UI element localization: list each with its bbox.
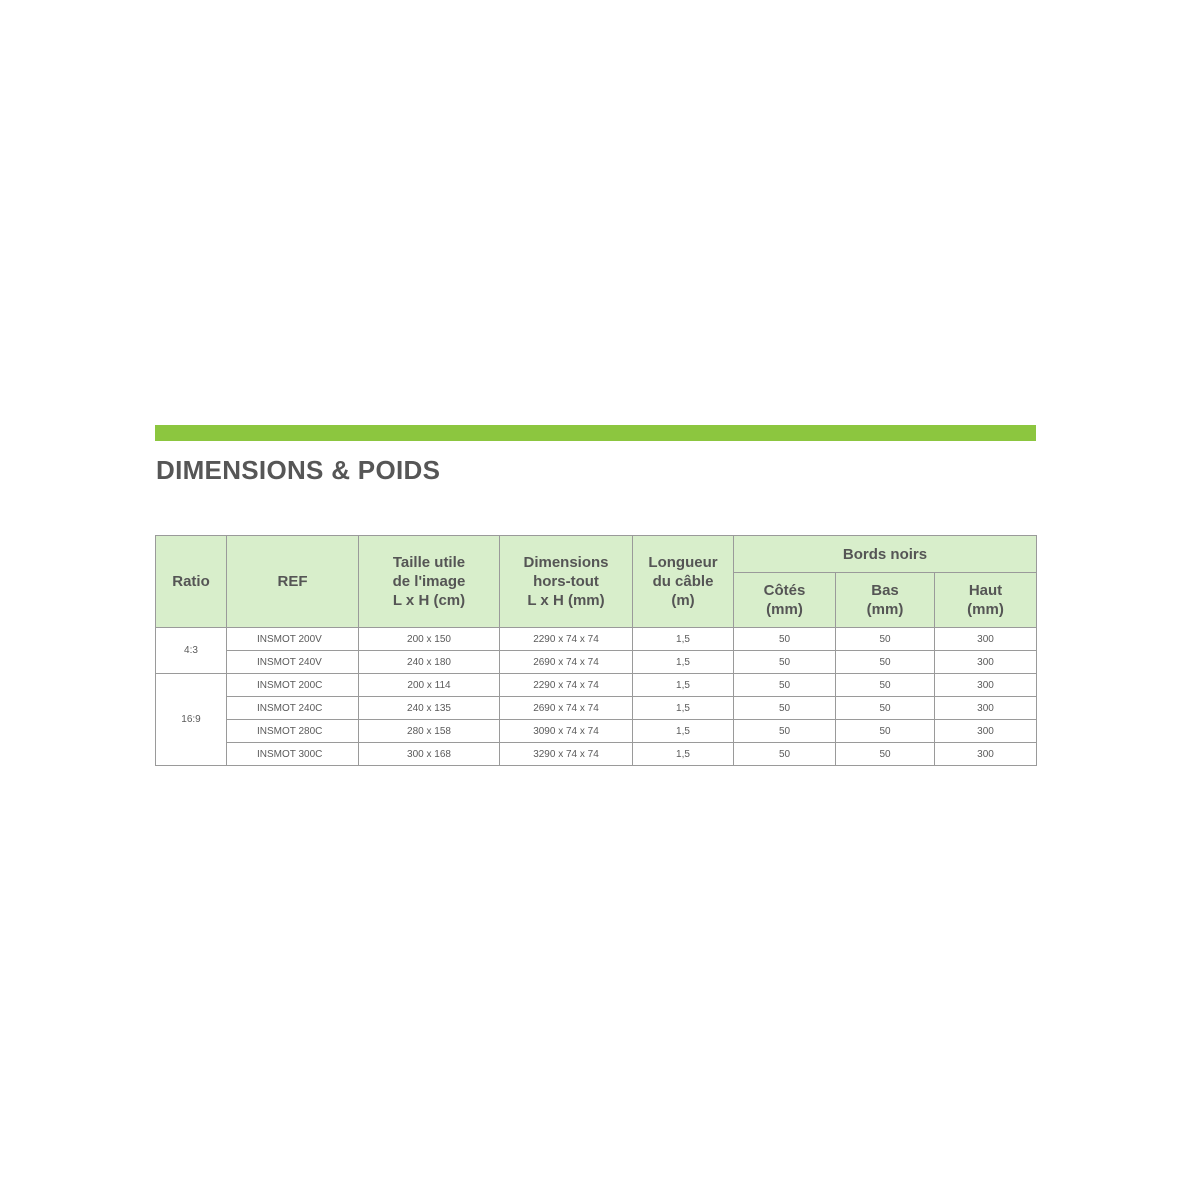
dimensions-cell: 3290 x 74 x 74: [500, 743, 633, 766]
haut-cell: 300: [935, 697, 1037, 720]
header-longueur-line: Longueur: [648, 554, 718, 571]
header-dimensions: [500, 536, 633, 628]
header-longueur-line: (m): [671, 592, 695, 609]
longueur-cell: 1,5: [633, 720, 734, 743]
dimensions-cell: 2290 x 74 x 74: [500, 628, 633, 651]
dimensions-cell: 3090 x 74 x 74: [500, 720, 633, 743]
ref-cell: INSMOT 240C: [227, 697, 359, 720]
header-haut-line: (mm): [967, 601, 1004, 618]
header-taille-line: Taille utile: [392, 554, 466, 571]
haut-cell: 300: [935, 743, 1037, 766]
table-row: [156, 628, 1037, 651]
dimensions-cell: 2690 x 74 x 74: [500, 697, 633, 720]
table-row: [156, 743, 1037, 766]
taille-cell: 300 x 168: [359, 743, 500, 766]
table-row: [156, 674, 1037, 697]
bas-cell: 50: [836, 720, 935, 743]
cotes-cell: 50: [734, 674, 836, 697]
taille-cell: 240 x 135: [359, 697, 500, 720]
header-longueur: [633, 536, 734, 628]
header-bas-line: (mm): [866, 601, 904, 618]
cotes-cell: 50: [734, 720, 836, 743]
bas-cell: 50: [836, 651, 935, 674]
table-row: [156, 720, 1037, 743]
cotes-cell: 50: [734, 743, 836, 766]
longueur-cell: 1,5: [633, 628, 734, 651]
dimensions-cell: 2690 x 74 x 74: [500, 651, 633, 674]
header-haut-line: Haut: [968, 582, 1003, 599]
haut-cell: 300: [935, 628, 1037, 651]
taille-cell: 200 x 114: [359, 674, 500, 697]
bas-cell: 50: [836, 743, 935, 766]
bas-cell: 50: [836, 628, 935, 651]
cotes-cell: 50: [734, 697, 836, 720]
longueur-cell: 1,5: [633, 743, 734, 766]
table-row: [156, 651, 1037, 674]
header-bords-noirs: Bords noirs: [734, 536, 1037, 573]
header-ref: REF: [227, 536, 359, 628]
ref-cell: INSMOT 200V: [227, 628, 359, 651]
header-dimensions-line: hors-tout: [533, 573, 599, 590]
header-dimensions-line: Dimensions: [523, 554, 609, 571]
header-taille-line: L x H (cm): [392, 592, 466, 609]
header-bas-line: Bas: [871, 582, 899, 599]
table-row: [156, 697, 1037, 720]
accent-bar: [155, 425, 1036, 441]
header-longueur-line: du câble: [652, 573, 714, 590]
header-cotes: [734, 573, 836, 628]
haut-cell: 300: [935, 720, 1037, 743]
header-cotes-line: (mm): [766, 601, 803, 618]
header-bas: [836, 573, 935, 628]
taille-cell: 280 x 158: [359, 720, 500, 743]
haut-cell: 300: [935, 674, 1037, 697]
longueur-cell: 1,5: [633, 651, 734, 674]
header-taille: [359, 536, 500, 628]
bas-cell: 50: [836, 674, 935, 697]
bas-cell: 50: [836, 697, 935, 720]
ratio-cell: 4:3: [156, 628, 227, 674]
header-cotes-line: Côtés: [763, 582, 806, 599]
ratio-cell: 16:9: [156, 674, 227, 766]
taille-cell: 200 x 150: [359, 628, 500, 651]
dimensions-cell: 2290 x 74 x 74: [500, 674, 633, 697]
header-taille-line: de l'image: [392, 573, 466, 590]
cotes-cell: 50: [734, 628, 836, 651]
cotes-cell: 50: [734, 651, 836, 674]
longueur-cell: 1,5: [633, 697, 734, 720]
header-ratio: Ratio: [156, 536, 227, 628]
ref-cell: INSMOT 300C: [227, 743, 359, 766]
ref-cell: INSMOT 280C: [227, 720, 359, 743]
haut-cell: 300: [935, 651, 1037, 674]
dimensions-table: [155, 535, 1037, 766]
header-haut: [935, 573, 1037, 628]
header-dimensions-line: L x H (mm): [527, 592, 605, 609]
section-title: DIMENSIONS & POIDS: [156, 455, 441, 485]
longueur-cell: 1,5: [633, 674, 734, 697]
taille-cell: 240 x 180: [359, 651, 500, 674]
ref-cell: INSMOT 200C: [227, 674, 359, 697]
ref-cell: INSMOT 240V: [227, 651, 359, 674]
